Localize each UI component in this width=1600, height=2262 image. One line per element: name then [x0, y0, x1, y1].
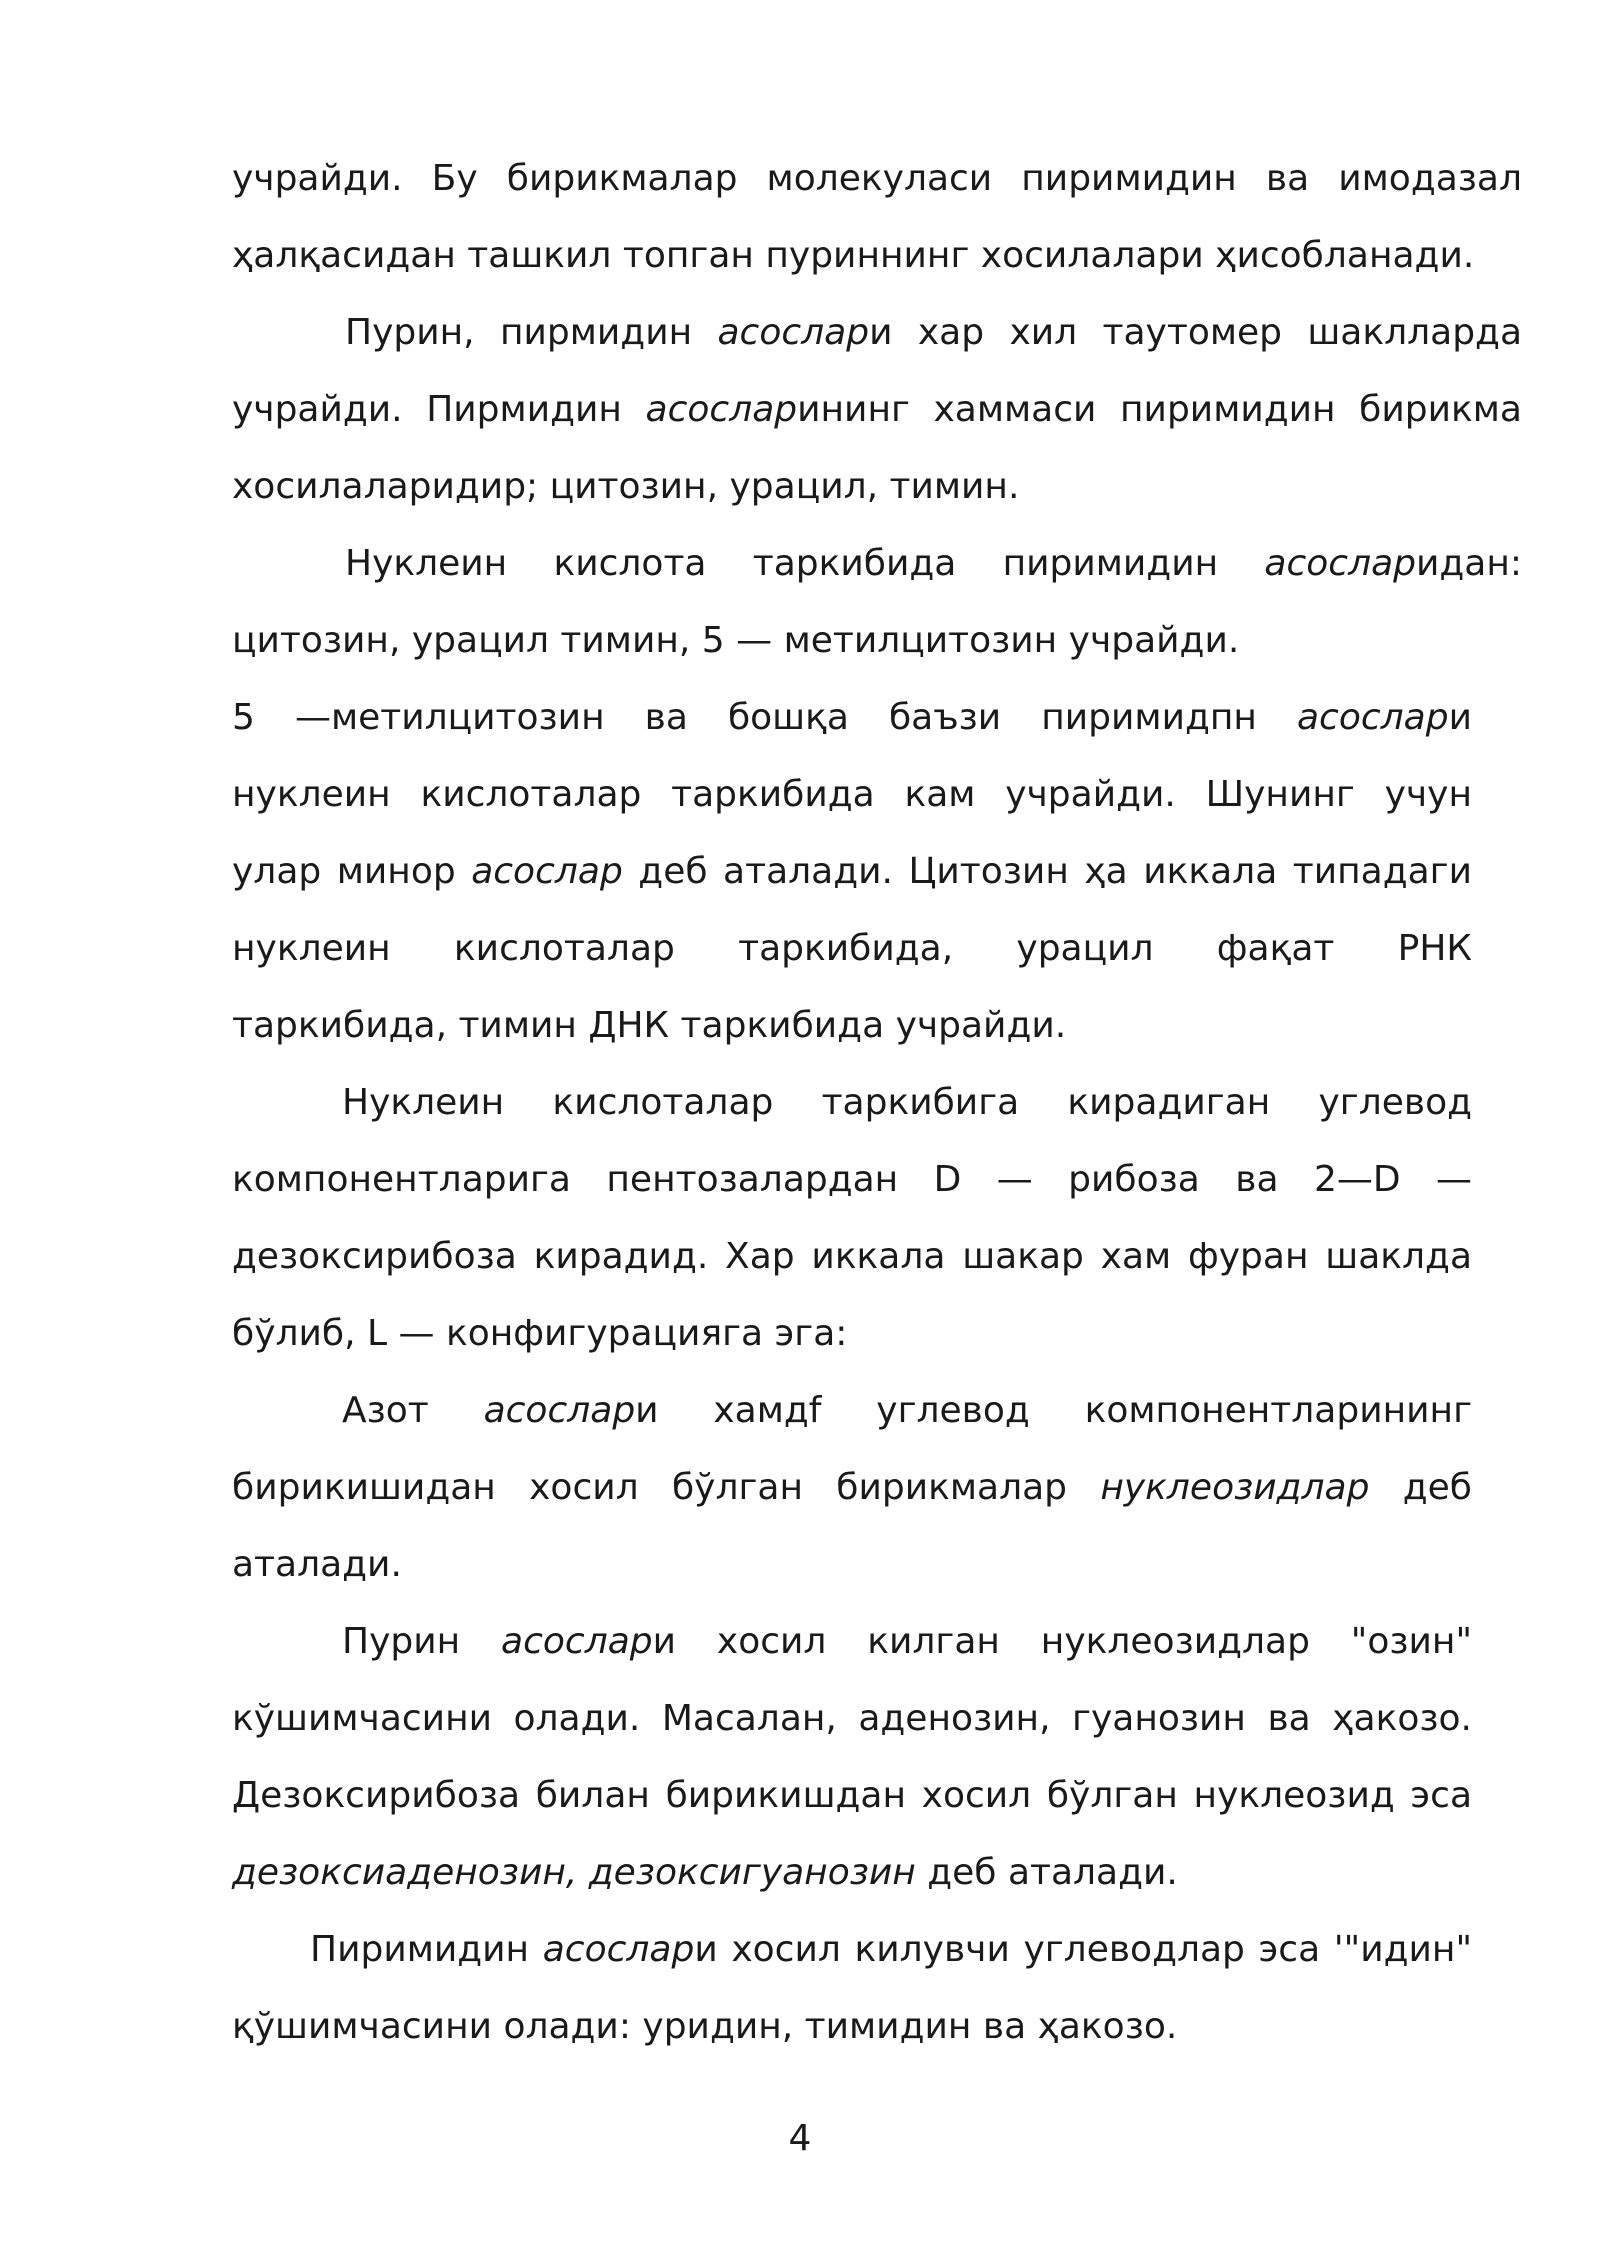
text-line: улар минор асослар деб аталади. Цитозин ҳа иккала типадаги	[232, 851, 1472, 892]
text-line: дезоксиаденозин, дезоксигуанозин деб аталади.	[232, 1852, 1178, 1893]
text-line: аталади.	[232, 1544, 402, 1585]
italic-term: асослар	[542, 1929, 695, 1970]
text-line: ҳалқасидан ташкил топган пуриннинг хосилалари ҳисобланади.	[232, 235, 1475, 276]
text-line: кўшимчасини олади. Масалан, аденозин, гуанозин ва ҳакозо.	[232, 1698, 1472, 1739]
text-line: Нуклеин кислота таркибида пиримидин асосларидан:	[345, 543, 1522, 584]
text-line: нуклеин кислоталар таркибида кам учрайди. Шунинг учун	[232, 774, 1472, 815]
page-number: 4	[788, 2118, 812, 2159]
text-line: таркибида, тимин ДНК таркибида учрайди.	[232, 1005, 1067, 1046]
text-line: 5 —метилцитозин ва бошқа баъзи пиримидпн асослари	[232, 697, 1472, 738]
text-line: Азот асослари хамдf углевод компонентларининг	[342, 1390, 1472, 1431]
text-line: Пурин асослари хосил килган нуклеозидлар "озин"	[342, 1621, 1473, 1662]
text-line: компонентларига пентозалардан D — рибоза ва 2—D —	[232, 1159, 1472, 1200]
italic-term: асослар	[483, 1390, 636, 1431]
text-line: Пиримидин асослари хосил килувчи углеводлар эса '"идин"	[310, 1929, 1472, 1970]
text-line: дезоксирибоза кирадид. Хар иккала шакар хам фуран шаклда	[232, 1236, 1472, 1277]
text-line: Пурин, пирмидин асослари хар хил таутомер шаклларда	[345, 312, 1522, 353]
text-line: Нуклеин кислоталар таркибига кирадиган углевод	[342, 1082, 1472, 1123]
text-line: хосилаларидир; цитозин, урацил, тимин.	[232, 466, 1020, 507]
text-line: нуклеин кислоталар таркибида, урацил фақат РНК	[232, 928, 1472, 969]
italic-term: асослар	[1297, 697, 1449, 738]
text-line: учрайди. Бу бирикмалар молекуласи пиримидин ва имодазал	[232, 158, 1522, 199]
text-line: қўшимчасини олади: уридин, тимидин ва ҳакозо.	[232, 2006, 1178, 2047]
italic-term: асослар	[645, 389, 798, 430]
text-line: цитозин, урацил тимин, 5 — метилцитозин учрайди.	[232, 620, 1240, 661]
italic-term: асослар	[501, 1621, 653, 1662]
italic-term: асослар	[471, 851, 623, 892]
italic-term: нуклеозидлар	[1100, 1467, 1370, 1508]
italic-term: асослар	[717, 312, 870, 353]
italic-term: асослар	[1264, 543, 1416, 584]
text-line: Дезоксирибоза билан бирикишдан хосил бўлган нуклеозид эса	[232, 1775, 1472, 1816]
text-line: учрайди. Пирмидин асосларининг хаммаси пиримидин бирикма	[232, 389, 1522, 430]
text-line: бирикишидан хосил бўлган бирикмалар нуклеозидлар деб	[232, 1467, 1472, 1508]
italic-term: дезоксиаденозин, дезоксигуанозин	[232, 1852, 916, 1893]
text-line: бўлиб, L — конфигурацияга эга:	[232, 1313, 848, 1354]
